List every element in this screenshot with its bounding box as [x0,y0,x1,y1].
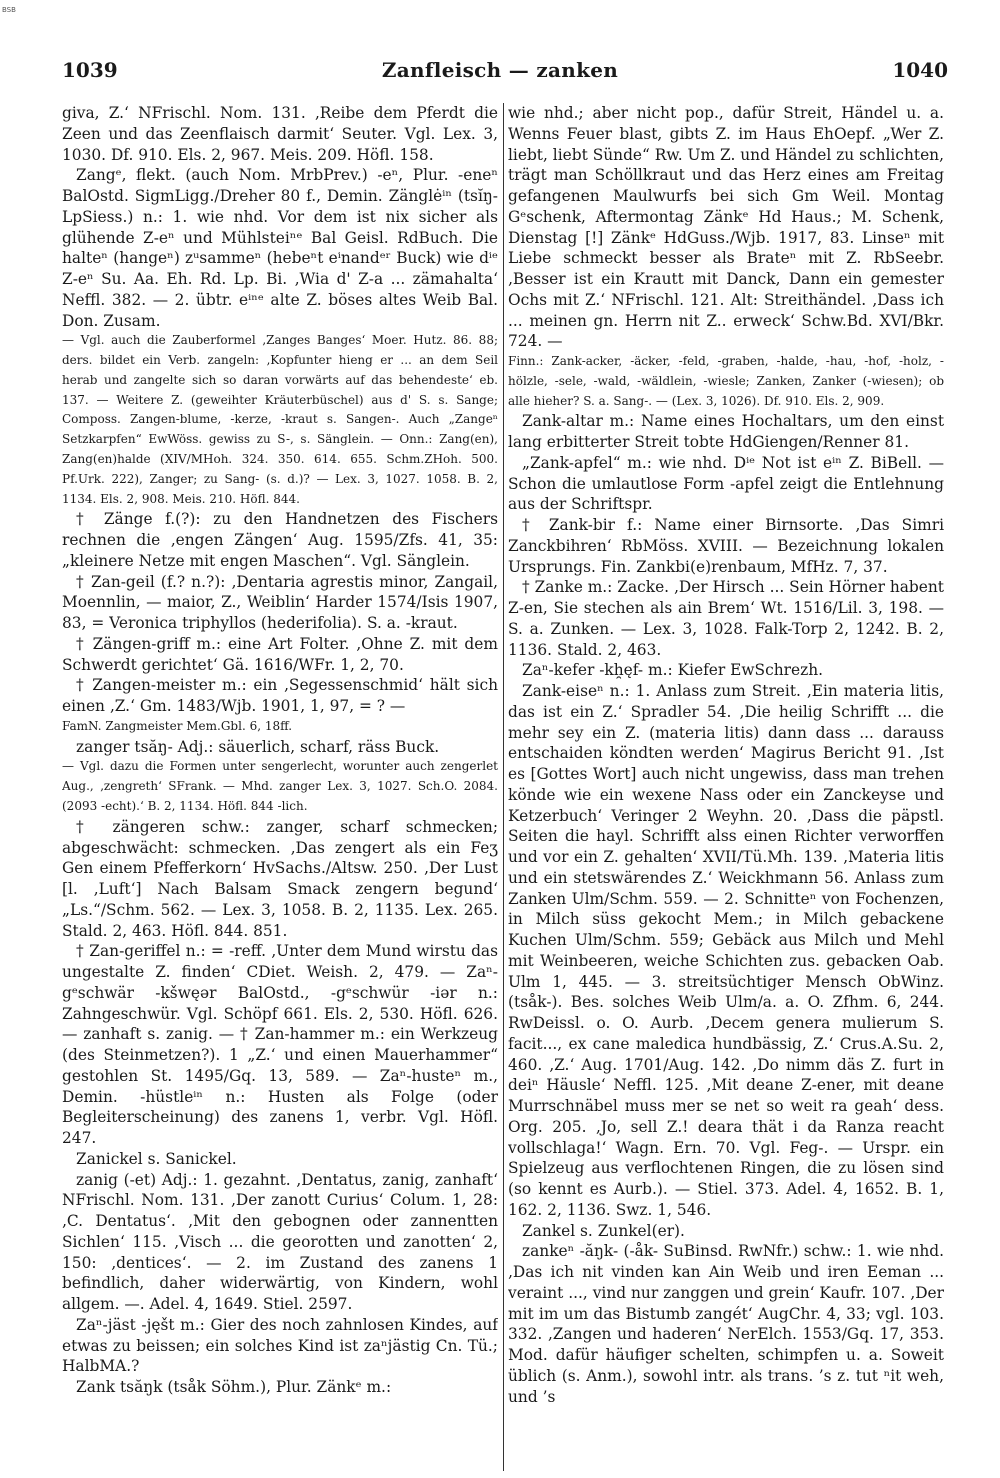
dictionary-entry-paragraph: — Vgl. auch die Zauberformel ‚Zanges Banges‘ Moer. Hutz. 86. 88; ders. bildet ein Verb. zangeln: ‚Kopfunter hieng er ... an dem Seil herab und zangelte sich so daran vorwärts auf das behendeste‘ eb. 137. — Weitere Z. (geweihter Kräuterbüschel) aus d' S. s. Sange; Composs. Zangen-blume, -kerze, -kraut s. Sangen-. Auch „Zangeⁿ Setzkarpfen“ EwWöss. gewiss zu S-, s. Sänglein. — Onn.: Zang(en), Zang(en)halde (XIV/MHoh. 324. 350. 614. 655. Schm.ZHoh. 500. Pf.Urk. 222), Zanger; zu Sang- (s. d.)? — Lex. 3, 1027. 1058. B. 2, 1134. Els. 2, 908. Meis. 210. Höfl. 844. [62,333,498,506]
dictionary-entry-paragraph: FamN. Zangmeister Mem.Gbl. 6, 18ff. [62,718,293,733]
dictionary-entry-paragraph: Zangᵉ, flekt. (auch Nom. MrbPrev.) -eⁿ, Plur. -eneⁿ BalOstd. SigmLigg./Dreher 80 f., Demin. Zänglėⁱⁿ (tsĭŋ- LpSiess.) n.: 1. wie nhd. Vor dem ist nix sicher als glühende Z-eⁿ und Mühlsteiⁿᵉ Bal Geisl. RdBuch. Die halteⁿ (hangeⁿ) zᵘsammeⁿ (hebeⁿt eⁱnandᵉʳ Buck) wie dⁱᵉ Z-eⁿ Su. Aa. Eh. Rd. Lp. Bi. ‚Wia d' Z-a ... zämahalta‘ Neffl. 382. — 2. übtr. eⁱⁿᵉ alte Z. böses altes Weib Bal. Don. Zusam. [62,166,498,330]
dictionary-entry-paragraph: Zank-eiseⁿ n.: 1. Anlass zum Streit. ‚Ein materia litis, das ist ein Z.‘ Spradler 54. ‚Die heilig Schrifft ... die mehr sey ein Z. (materia litis) dann dass ... darauss entschaiden köndten werden‘ Magirus Bericht 91. ‚Ist es [Gottes Wort] auch nicht ungewiss, dass man trehen könde wie ein wexene Nass oder ein Zanckeyse und Ketzerbuch‘ Veringer 2 Weyhn. 20. ‚Dass die päpstl. Seiten die hayl. Schrifft alss einen Richter verworffen und vor ein Z. gehalten‘ XVII/Tü.Mh. 139. ‚Materia litis und ein stetswärendes Z.‘ Weickhmann 56. Anlass zum Zanken Ulm/Schm. 559. — 2. Schnitteⁿ von Fochenzen, in Milch süss gekocht Mem.; in Milch gebackene Kuchen Ulm/Schm. 559; Gebäck aus Milch und Mehl mit Weinbeeren, weiche Schichten zus. gebacken Oab. Ulm 1, 445. — 3. streitsüchtiger Mensch ObWinz. (tsåk-). Bes. solches Weib Ulm/a. a. O. Zfhm. 6, 244. RwDeissl. o. O. Aurb. ‚Decem genera mulierum S. facit..., ex cane maledica hundbässig, Z.‘ Crus.A.Su. 2, 460. ‚Z.‘ Aug. 1701/Aug. 142. ‚Do nimm däs Z. furt in deiⁿ Häusle‘ Neffl. 125. ‚Mit deane Z-ener, mit deane Murrschnäbel muss mer se net so weit ra geah‘ dess. Org. 205. ‚Jo, sell Z.! deara thät i da Ranza reacht vollschlaga!‘ Wagn. Ern. 70. Vgl. Feg-. — Urspr. ein Spielzeug aus verflochtenen Ringen, die zu lösen sind (so kennt es Aurb.). — Stiel. 373. Adel. 4, 1652. B. 1, 162. 2, 1136. Swz. 1, 546. [508,682,944,1219]
left-column [62,103,498,1471]
dictionary-entry-paragraph: — Vgl. dazu die Formen unter sengerlecht, worunter auch zengerlet Aug., ‚zengreth‘ SFrank. — Mhd. zanger Lex. 3, 1027. Sch.O. 2084. (2093 -echt).‘ B. 2, 1134. Höfl. 844 -lich. [62,759,498,814]
dictionary-entry-paragraph: † Zank-bir f.: Name einer Birnsorte. ‚Das Simri Zanckbihren‘ RbMöss. XVIII. — Bezeichnung lokalen Ursprungs. Fin. Zankbi(e)renbaum, MfHz. 7, 37. [508,516,944,576]
left-page-number: 1039 [62,58,118,82]
right-column [508,103,944,1471]
two-column-body [62,103,952,1471]
library-watermark: BSB [2,6,16,14]
dictionary-entry-paragraph: † Zänge f.(?): zu den Handnetzen des Fischers rechnen die ‚engen Zängen‘ Aug. 1595/Zfs. 41, 35: „kleinere Netze mit engen Maschen“. Vgl. Sänglein. [62,510,498,570]
dictionary-entry-paragraph: zanig (-et) Adj.: 1. gezahnt. ‚Dentatus, zanig, zanhaft‘ NFrischl. Nom. 131. ‚Der zanott Curius‘ Colum. 1, 28: ‚C. Dentatus‘. ‚Mit den gebognen oder zannentten Sichlen‘ 115. ‚Visch ... die georotten und zanotten‘ 2, 150: ‚dentices‘. — 2. im Zustand des zanens 1 befindlich, daher widerwärtig, von Kindern, wohl allgem. —. Adel. 4, 1649. Stiel. 2597. [62,1170,498,1314]
dictionary-entry-paragraph: Zanickel s. Sanickel. [76,1149,237,1168]
right-page-number: 1040 [892,58,948,82]
dictionary-entry-paragraph: † Zanke m.: Zacke. ‚Der Hirsch ... Sein Hörner habent Z-en, Sie stechen als ain Brem‘ Wt. 1516/Lil. 3, 198. — S. a. Zunken. — Lex. 3, 1028. Falk-Torp 2, 1242. B. 2, 1136. Stald. 2, 463. [508,578,944,659]
dictionary-entry-paragraph: wie nhd.; aber nicht pop., dafür Streit, Händel u. a. Wenns Feuer blast, gibts Z. im Haus EhOepf. „Wer Z. liebt, liebt Sünde“ Rw. Um Z. und Händel zu schlichten, trägt man Schöllkraut und das Herz eines am Freitag gefangenen Maulwurfs bei sich Gm Weil. Montag Gᵉschenk, Aftermontag Zänkᵉ Hd Haus.; M. Schenk, Dienstag [!] Zänkᵉ HdGuss./Wjb. 1917, 83. Linseⁿ mit Liebe schmeckt besser als Brateⁿ mit Z. RbSeebr. ‚Besser ist ein Krautt mit Danck, Dann ein gemester Ochs mit Z.‘ NFrischl. 121. Alt: Streithändel. ‚Dass ich ... meinen gn. Herrn nit Z.. erweck‘ Schw.Bd. XVI/Bkr. 724. — [508,104,944,351]
dictionary-entry-paragraph: zankeⁿ -ăŋk- (-åk- SuBinsd. RwNfr.) schw.: 1. wie nhd. ‚Das ich nit vinden kan Ain Weib und iren Eeman ... veraint ..., vind nur zanggen und grein‘ Kaufr. 107. ‚Der mit im um das Bistumb zangét‘ AugChr. 4, 33; vgl. 103. 332. ‚Zangen und haderen‘ NerElch. 1553/Gq. 17, 353. Mod. dafür häufiger schelten, schimpfen u. a. Soweit üblich (s. Anm.), sowohl intr. als trans. ’s z. tut ⁿit weh, und ’s [508,1242,944,1406]
dictionary-entry-paragraph: zanger tsăŋ- Adj.: säuerlich, scharf, räss Buck. [76,737,440,756]
dictionary-entry-paragraph: Zaⁿ-kefer -kh̯ęf- m.: Kiefer EwSchrezh. [522,661,824,680]
column-divider [503,103,504,1471]
running-header: Zanfleisch — zanken [381,58,619,82]
dictionary-entry-paragraph: † Zängen-griff m.: eine Art Folter. ‚Ohne Z. mit dem Schwerdt gerichtet‘ Gä. 1616/WFr. 1, 2, 70. [62,634,498,674]
dictionary-entry-paragraph: † Zangen-meister m.: ein ‚Segessenschmid‘ hält sich einen ‚Z.‘ Gm. 1483/Wjb. 1901, 1, 97, = ? — [62,676,498,716]
dictionary-entry-paragraph: „Zank-apfel“ m.: wie nhd. Dⁱᵉ Not ist eⁱⁿ Z. BiBell. — Schon die umlautlose Form -apfel zeigt die Entlehnung aus der Schriftspr. [508,453,944,514]
dictionary-entry-paragraph: Zaⁿ-jäst -jęšt m.: Gier des noch zahnlosen Kindes, auf etwas zu beissen; ein solches Kind ist zaⁿjästig Cn. Tü.; HalbMA.? [62,1315,498,1376]
dictionary-entry-paragraph: † Zan-geriffel n.: = -reff. ‚Unter dem Mund wirstu das ungestalte Z. finden‘ CDiet. Weish. 2, 479. — Zaⁿ-gᵉschwär -kšwęər BalOstd., -gᵉschwür -iər n.: Zahngeschwür. Vgl. Schöpf 661. Els. 2, 530. Höfl. 626. — zanhaft s. zanig. — † Zan-hammer m.: ein Werkzeug (des Steinmetzen?). 1 „Z.‘ und einen Mauerhammer“ gestohlen St. 1495/Gq. 13, 589. — Zaⁿ-husteⁿ m., Demin. -hüstleⁱⁿ n.: Husten als Folge (oder Begleiterscheinung) des zanens 1, verbr. Vgl. Höfl. 247. [62,942,498,1148]
dictionary-entry-paragraph: giva, Z.‘ NFrischl. Nom. 131. ‚Reibe dem Pferdt die Zeen und das Zeenflaisch darmit‘ Seuter. Vgl. Lex. 3, 1030. Df. 910. Els. 2, 967. Meis. 209. Höfl. 158. [62,104,498,164]
dictionary-entry-paragraph: Zank tsăŋk (tsåk Söhm.), Plur. Zänkᵉ m.: [76,1378,392,1397]
dictionary-entry-paragraph: † zängeren schw.: zanger, scharf schmecken; abgeschwächt: schmecken. ‚Das zengert als ein Feʒ Gen einem Pfefferkorn‘ HvSachs./Altsw. 250. ‚Der Lust [l. ‚Luft‘] Nach Balsam Smack zengern begund‘ „Ls.“/Schm. 562. — Lex. 3, 1058. B. 2, 1135. Lex. 265. Stald. 2, 463. Höfl. 844. 851. [62,817,498,940]
dictionary-entry-paragraph: Finn.: Zank-acker, -äcker, -feld, -graben, -halde, -hau, -hof, -holz, -hölzle, -sele, -wald, -wäldlein, -wiesle; Zanken, Zanker (-wiesen); ob alle hieher? S. a. Sang-. — (Lex. 3, 1026). Df. 910. Els. 2, 909. [508,354,944,408]
dictionary-entry-paragraph: † Zan-geil (f.? n.?): ‚Dentaria agrestis minor, Zangail, Moennlin, — maior, Z., Weiblin‘ Harder 1574/Isis 1907, 83, = Veronica triphyllos (hederifolia). S. a. -kraut. [62,572,498,633]
dictionary-entry-paragraph: Zankel s. Zunkel(er). [522,1221,685,1240]
dictionary-entry-paragraph: Zank-altar m.: Name eines Hochaltars, um den einst lang erbitterter Streit tobte HdGiengen/Renner 81. [508,412,944,452]
